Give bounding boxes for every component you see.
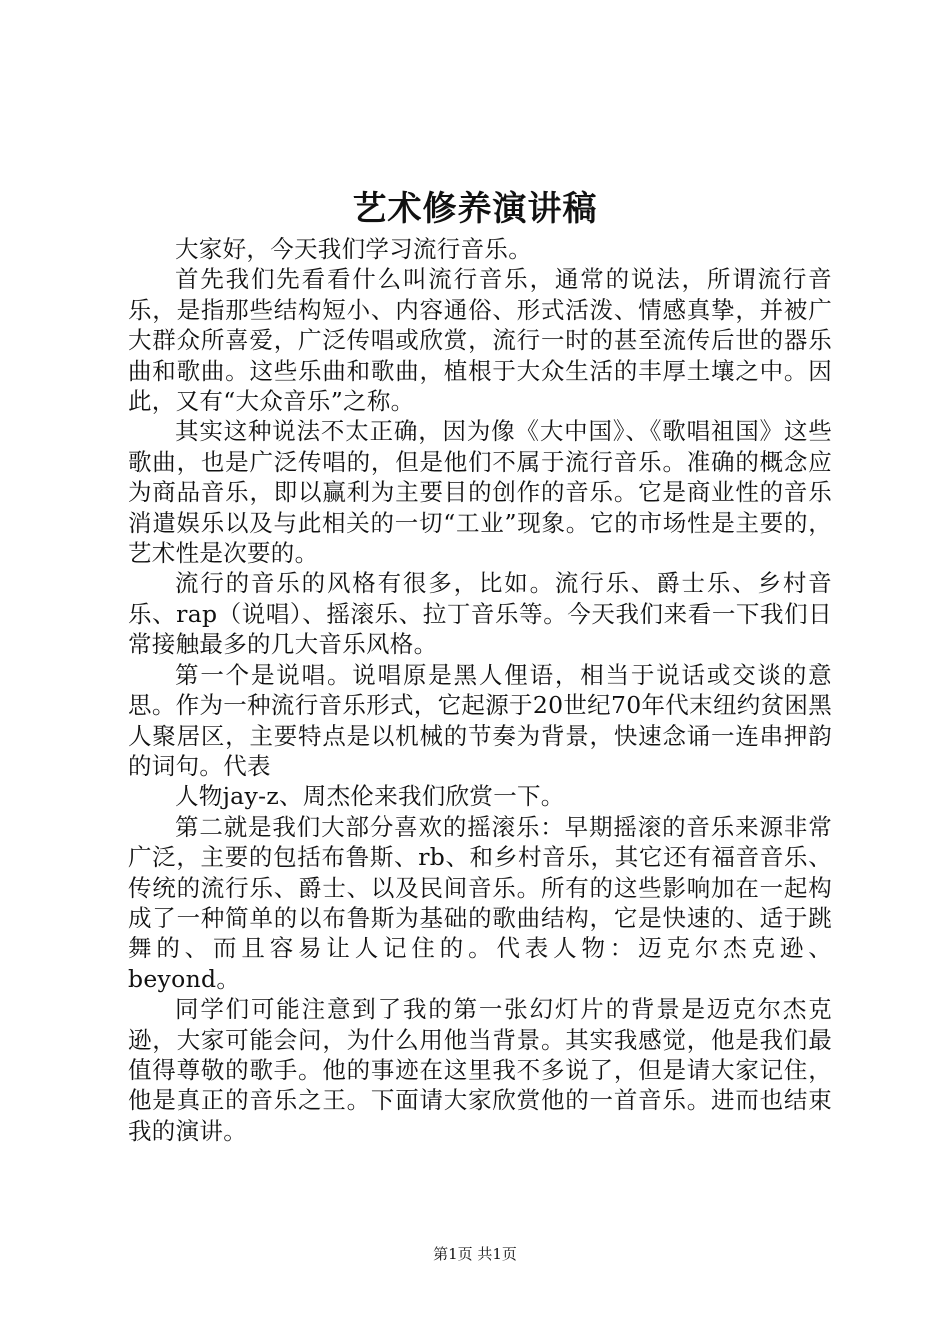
paragraph-rap-artists: 人物jay-z、周杰伦来我们欣赏一下。 — [175, 782, 565, 811]
paragraph-rap: 第一个是说唱。说唱原是黑人俚语，相当于说话或交谈的意思。作为一种流行音乐形式，它起源于20世纪70年代末纽约贫困黑人聚居区，主要特点是以机械的节奏为背景，快速念诵一连串押韵的词句。代表 — [128, 660, 832, 780]
document-title: 艺术修养演讲稿 — [352, 189, 598, 229]
paragraph-styles: 流行的音乐的风格有很多，比如。流行乐、爵士乐、乡村音乐、rap（说唱）、摇滚乐、拉丁音乐等。今天我们来看一下我们日常接触最多的几大音乐风格。 — [128, 569, 832, 659]
paragraph-rock: 第二就是我们大部分喜欢的摇滚乐：早期摇滚的音乐来源非常广泛，主要的包括布鲁斯、rb、和乡村音乐，其它还有福音音乐、传统的流行乐、爵士、以及民间音乐。所有的这些影响加在一起构成了一种简单的以布鲁斯为基础的歌曲结构，它是快速的、适于跳舞的、而且容易让人记住的。代表人物：迈克尔杰克逊、beyond。 — [128, 812, 832, 993]
page-footer: 第1页 共1页 — [433, 1245, 517, 1263]
document-body — [128, 234, 832, 1146]
paragraph-conclusion: 同学们可能注意到了我的第一张幻灯片的背景是迈克尔杰克逊，大家可能会问，为什么用他当背景。其实我感觉，他是我们最值得尊敬的歌手。他的事迹在这里我不多说了，但是请大家记住，他是真正的音乐之王。下面请大家欣赏他的一首音乐。进而也结束我的演讲。 — [128, 995, 832, 1145]
paragraph-definition: 首先我们先看看什么叫流行音乐，通常的说法，所谓流行音乐，是指那些结构短小、内容通俗、形式活泼、情感真挚，并被广大群众所喜爱，广泛传唱或欣赏，流行一时的甚至流传后世的器乐曲和歌曲。这些乐曲和歌曲，植根于大众生活的丰厚土壤之中。因此，又有“大众音乐”之称。 — [128, 265, 832, 416]
paragraph-greeting: 大家好，今天我们学习流行音乐。 — [175, 235, 532, 263]
paragraph-correction: 其实这种说法不太正确，因为像《大中国》、《歌唱祖国》这些歌曲，也是广泛传唱的，但是他们不属于流行音乐。准确的概念应为商品音乐，即以赢利为主要目的创作的音乐。它是商业性的音乐消遣娱乐以及与此相关的一切“工业”现象。它的市场性是主要的，艺术性是次要的。 — [128, 417, 832, 568]
